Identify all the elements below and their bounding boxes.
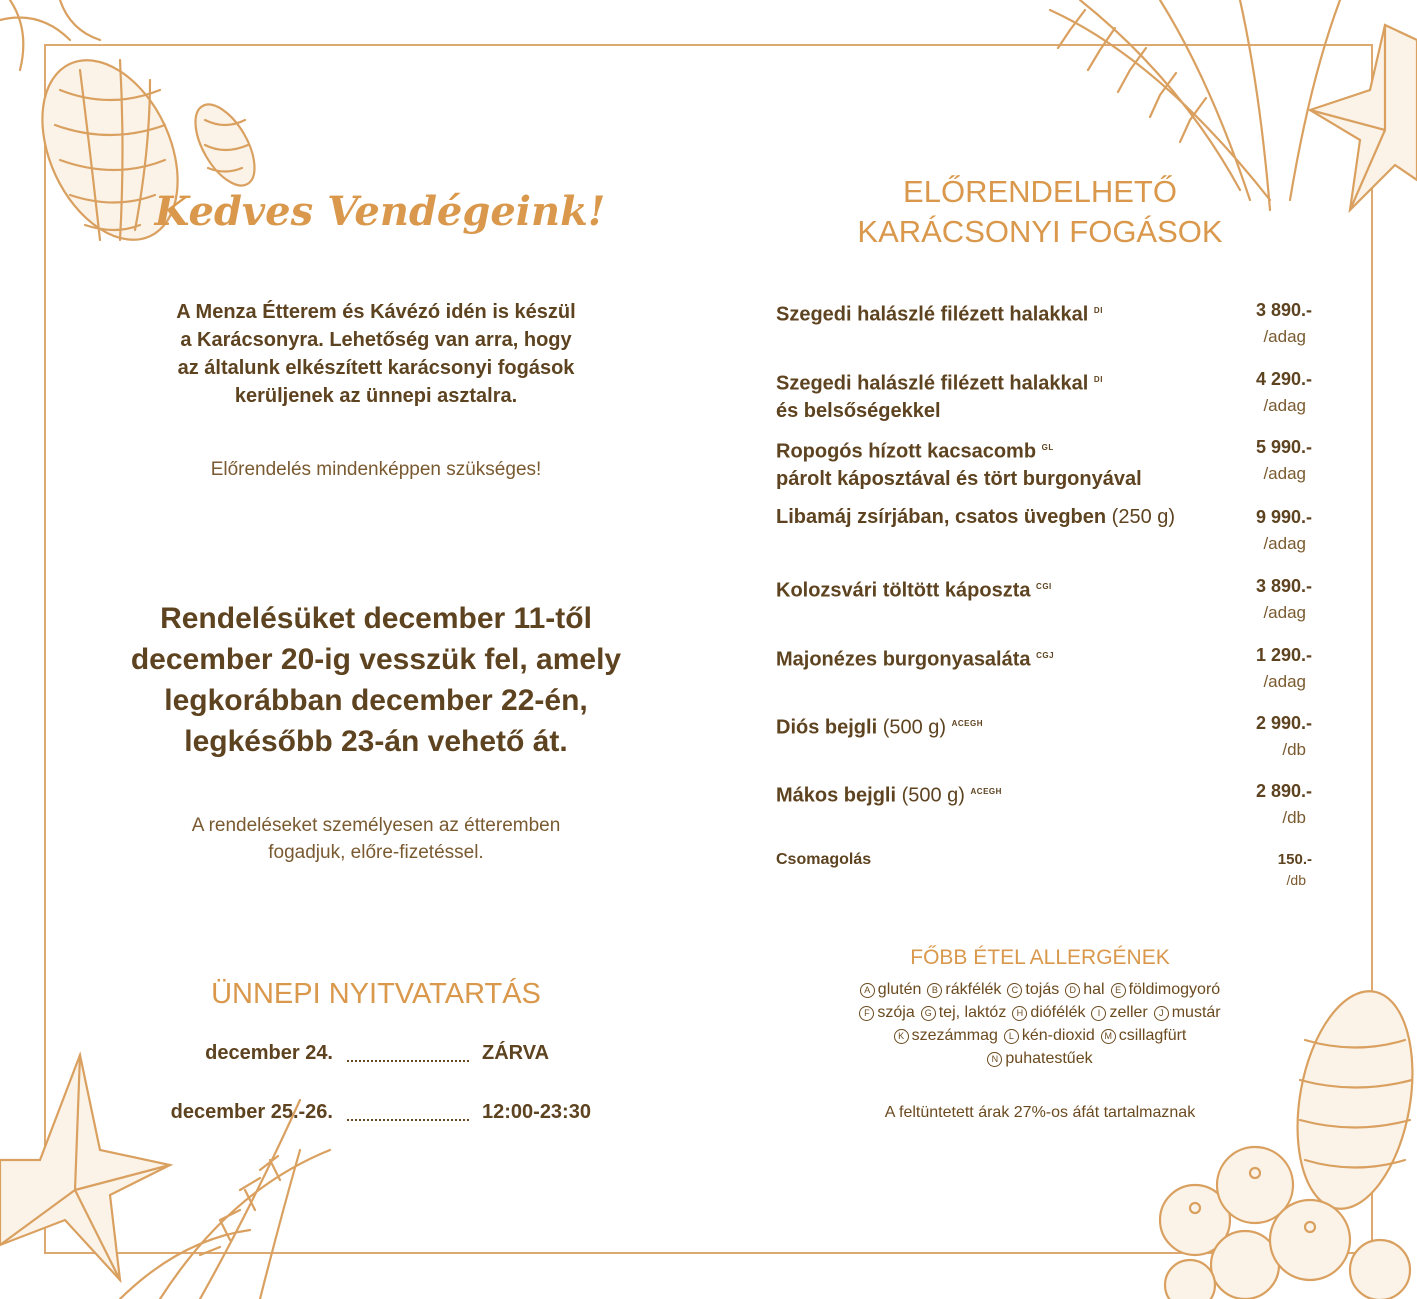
allergen-item: [859, 1001, 914, 1024]
menu-item-unit: /db: [1286, 872, 1306, 888]
menu-item-unit: /adag: [1263, 603, 1306, 622]
dish-name: Diós bejgli: [776, 716, 878, 739]
allergen-name: hal: [1083, 981, 1105, 998]
allergen-letter-circle-icon: I: [1091, 1006, 1106, 1021]
menu-item-price: 3 890.-: [1255, 576, 1312, 596]
allergen-letter-circle-icon: L: [1004, 1029, 1019, 1044]
allergen-name: tej, laktóz: [938, 1004, 1007, 1021]
dish-name: Libamáj zsírjában, csatos üvegben: [776, 506, 1107, 528]
allergen-name: kén-dioxid: [1021, 1027, 1095, 1044]
allergen-name: szója: [877, 1004, 915, 1021]
allergen-letter-circle-icon: D: [1065, 983, 1080, 998]
star-pine-bottom-left-illustration: [0, 1040, 360, 1299]
menu-item-unit: /db: [1282, 808, 1306, 827]
dish-description: párolt káposztával és tört burgonyával: [776, 467, 1142, 490]
allergen-letter-circle-icon: A: [860, 983, 875, 998]
hours-date: december 24.: [205, 1042, 333, 1064]
allergen-code: DI: [1093, 375, 1103, 384]
dish-quantity: (250 g): [1111, 506, 1176, 528]
dish-name: Szegedi halászlé filézett halakkal: [776, 372, 1089, 395]
menu-item-name: [776, 434, 1312, 493]
allergen-code: DI: [1093, 306, 1103, 315]
menu-item: [776, 710, 1312, 759]
allergen-name: csillagfürt: [1118, 1027, 1187, 1044]
order-method-text: A rendeléseket személyesen az étteremben fogadjuk, előre-fizetéssel.: [191, 815, 561, 863]
menu-item-price: 2 890.-: [1255, 781, 1312, 801]
allergen-letter-circle-icon: B: [927, 983, 942, 998]
allergen-code: ACEGH: [951, 719, 984, 728]
dish-quantity: (500 g): [901, 784, 965, 807]
menu-item-unit: /db: [1282, 740, 1306, 759]
allergen-letter-circle-icon: G: [921, 1006, 936, 1021]
menu-item-name: [776, 846, 1312, 873]
menu-item: [776, 434, 1312, 493]
allergen-name: glutén: [877, 981, 922, 998]
menu-item-price: 1 290.-: [1255, 645, 1312, 665]
allergen-letter-circle-icon: K: [894, 1029, 909, 1044]
menu-item-unit: /adag: [1263, 464, 1306, 483]
allergen-letter-circle-icon: N: [987, 1052, 1002, 1067]
allergen-name: zeller: [1109, 1004, 1148, 1021]
allergen-letter-circle-icon: H: [1012, 1006, 1027, 1021]
menu-item-price: 4 290.-: [1255, 369, 1312, 389]
allergen-code: CGI: [1036, 582, 1052, 591]
allergen-item: [1101, 1024, 1187, 1047]
hours-date: december 25.-26.: [170, 1101, 333, 1123]
allergen-item: [860, 978, 922, 1001]
allergen-name: tojás: [1025, 981, 1060, 998]
allergen-code: ACEGH: [970, 787, 1002, 796]
menu-item-name: [776, 504, 1312, 531]
dish-description: és belsőségekkel: [776, 399, 941, 422]
menu-item-unit: /adag: [1263, 327, 1306, 346]
menu-item-name: [776, 573, 1312, 605]
allergen-list: [820, 978, 1260, 1070]
menu-item-name: [776, 366, 1312, 425]
menu-title: ELŐRENDELHETŐ KARÁCSONYI FOGÁSOK: [857, 174, 1223, 249]
preorder-note: Előrendelés mindenképpen szükséges!: [210, 459, 542, 480]
menu-item: [776, 573, 1312, 622]
allergen-name: mustár: [1171, 1004, 1221, 1021]
menu-item-name: [776, 297, 1312, 329]
allergen-letter-circle-icon: M: [1101, 1029, 1116, 1044]
allergen-name: rákfélék: [945, 981, 1002, 998]
menu-item: [776, 642, 1312, 691]
allergen-code: GL: [1041, 443, 1054, 452]
allergen-item: [1091, 1001, 1147, 1024]
hours-row: [150, 1101, 610, 1131]
allergen-item: [1154, 1001, 1221, 1024]
dish-name: Majonézes burgonyasaláta: [776, 648, 1031, 671]
allergen-item: [987, 1047, 1092, 1070]
hours-value: ZÁRVA: [482, 1042, 550, 1064]
dish-quantity: (500 g): [882, 716, 947, 739]
menu-item: [776, 297, 1312, 346]
order-period-text: Rendelésüket december 11-től december 20-ig vesszük fel, amely legkorábban december 22-én, legkésőbb 23-án vehető át.: [130, 602, 622, 758]
allergen-item: [1065, 978, 1104, 1001]
menu-item: [776, 504, 1312, 553]
menu-item: [776, 846, 1312, 888]
menu-item-price: 3 890.-: [1255, 300, 1312, 320]
allergen-letter-circle-icon: F: [859, 1006, 874, 1021]
allergen-item: [1111, 978, 1221, 1001]
dot-leader: [347, 1060, 469, 1062]
dish-name: Ropogós hízott kacsacomb: [776, 440, 1037, 463]
dish-name: Szegedi halászlé filézett halakkal: [776, 303, 1089, 326]
greeting-heading: Kedves Vendégeink!: [154, 188, 606, 235]
allergen-item: [1004, 1024, 1095, 1047]
allergen-name: diófélék: [1030, 1004, 1086, 1021]
allergen-item: [1012, 1001, 1085, 1024]
menu-item-price: 9 990.-: [1255, 507, 1312, 527]
dish-name: Kolozsvári töltött káposzta: [776, 579, 1031, 602]
menu-item-name: [776, 778, 1312, 810]
allergen-item: [927, 978, 1001, 1001]
dish-name: Mákos bejgli: [776, 784, 897, 807]
menu-item-unit: /adag: [1263, 534, 1306, 553]
allergen-item: [1007, 978, 1059, 1001]
allergen-item: [921, 1001, 1007, 1024]
dish-name: Csomagolás: [776, 851, 872, 868]
allergen-letter-circle-icon: E: [1111, 983, 1126, 998]
menu-item-price: 150.-: [1277, 851, 1312, 868]
allergen-name: földimogyoró: [1128, 981, 1221, 998]
menu-item-price: 5 990.-: [1255, 437, 1312, 457]
menu-item: [776, 778, 1312, 827]
dot-leader: [347, 1119, 469, 1121]
vat-note: A feltüntetett árak 27%-os áfát tartalmaznak: [884, 1104, 1196, 1121]
menu-item-unit: /adag: [1263, 672, 1306, 691]
allergen-title: FŐBB ÉTEL ALLERGÉNEK: [910, 946, 1170, 969]
menu-item-price: 2 990.-: [1255, 713, 1312, 733]
intro-paragraph: A Menza Étterem és Kávézó idén is készül a Karácsonyra. Lehetőség van arra, hogy az általunk elkészített karácsonyi fogások kerüljenek az ünnepi asztalra.: [176, 301, 576, 407]
allergen-code: CGJ: [1036, 651, 1055, 660]
allergen-name: szezámmag: [911, 1027, 998, 1044]
holiday-hours-title: ÜNNEPI NYITVATARTÁS: [211, 978, 541, 1010]
allergen-item: [894, 1024, 998, 1047]
menu-item-name: [776, 642, 1312, 674]
allergen-letter-circle-icon: C: [1007, 983, 1022, 998]
hours-row: [150, 1042, 610, 1072]
hours-value: 12:00-23:30: [482, 1101, 591, 1123]
menu-item-unit: /adag: [1263, 396, 1306, 415]
menu-item: [776, 366, 1312, 425]
menu-item-name: [776, 710, 1312, 742]
allergen-letter-circle-icon: J: [1154, 1006, 1169, 1021]
allergen-name: puhatestűek: [1005, 1050, 1093, 1067]
